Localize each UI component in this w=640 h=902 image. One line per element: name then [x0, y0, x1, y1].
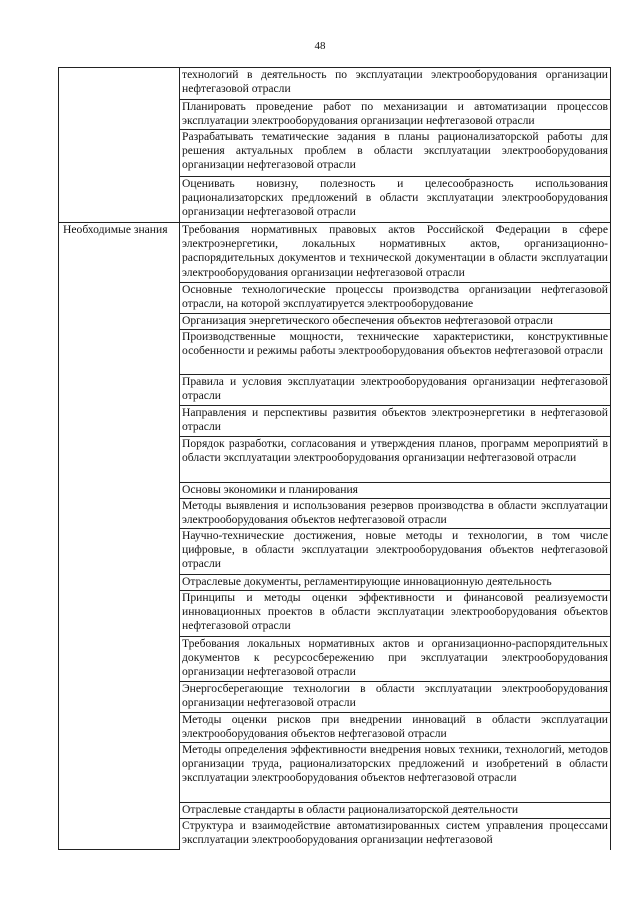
table-row — [59, 223, 611, 283]
empty-label-cell — [59, 68, 180, 223]
table-cell: Отраслевые документы, регламентирующие инновационную деятельность — [180, 575, 611, 591]
table-cell: технологий в деятельность по эксплуатации электрооборудования организации нефтегазовой отрасли — [180, 68, 611, 100]
table-row — [59, 68, 611, 100]
table-cell: Энергосберегающие технологии в области эксплуатации электрооборудования организации нефтегазовой отрасли — [180, 682, 611, 713]
requirements-table — [58, 67, 611, 850]
knowledge-label: Необходимые знания — [59, 223, 180, 850]
table-cell: Оценивать новизну, полезность и целесообразность использования рационализаторских предложений в области эксплуатации электрооборудования организации нефтегазовой отрасли — [180, 177, 611, 223]
table-cell: Отраслевые стандарты в области рационализаторской деятельности — [180, 803, 611, 819]
table-cell: Научно-технические достижения, новые методы и технологии, в том числе цифровые, в области эксплуатации электрооборудования объектов нефтегазовой отрасли — [180, 529, 611, 575]
table-cell: Порядок разработки, согласования и утверждения планов, программ мероприятий в области эксплуатации электрооборудования организации нефтегазовой отрасли — [180, 437, 611, 483]
table-cell: Принципы и методы оценки эффективности и финансовой реализуемости инновационных проектов в области эксплуатации электрооборудования объектов нефтегазовой отрасли — [180, 591, 611, 637]
page-number: 48 — [314, 40, 326, 52]
table-cell: Методы определения эффективности внедрения новых техники, технологий, методов организации труда, рационализаторских предложений и изобретений в области эксплуатации электрооборудования объектов нефтегазовой отрасли — [180, 743, 611, 803]
table-cell: Основные технологические процессы производства организации нефтегазовой отрасли, на которой эксплуатируется электрооборудование — [180, 283, 611, 314]
table-cell: Методы оценки рисков при внедрении инноваций в области эксплуатации электрооборудования объектов нефтегазовой отрасли — [180, 713, 611, 743]
table-cell: Структура и взаимодействие автоматизированных систем управления процессами эксплуатации электрооборудования организации нефтегазовой — [180, 819, 611, 850]
table-cell: Направления и перспективы развития объектов электроэнергетики в нефтегазовой отрасли — [180, 406, 611, 437]
table-cell: Производственные мощности, технические характеристики, конструктивные особенности и режимы работы электрооборудования объектов нефтегазовой отрасли — [180, 330, 611, 375]
table-cell: Методы выявления и использования резервов производства в области эксплуатации электрооборудования объектов нефтегазовой отрасли — [180, 499, 611, 529]
table-cell: Требования нормативных правовых актов Российской Федерации в сфере электроэнергетики, локальных нормативных актов, организационно-распорядительных документов и технической документации в области эксплуатации электрооборудования организации нефтегазовой отрасли — [180, 223, 611, 283]
table-cell: Правила и условия эксплуатации электрооборудования организации нефтегазовой отрасли — [180, 375, 611, 406]
table-cell: Разрабатывать тематические задания в планы рационализаторской работы для решения актуальных проблем в области эксплуатации электрооборудования организации нефтегазовой отрасли — [180, 130, 611, 177]
table-cell: Требования локальных нормативных актов и организационно-распорядительных документов к ресурсосбережению при эксплуатации электрооборудования организации нефтегазовой отрасли — [180, 637, 611, 682]
table-cell: Организация энергетического обеспечения объектов нефтегазовой отрасли — [180, 314, 611, 330]
table-cell: Планировать проведение работ по механизации и автоматизации процессов эксплуатации электрооборудования организации нефтегазовой отрасли — [180, 100, 611, 130]
table-cell: Основы экономики и планирования — [180, 483, 611, 499]
